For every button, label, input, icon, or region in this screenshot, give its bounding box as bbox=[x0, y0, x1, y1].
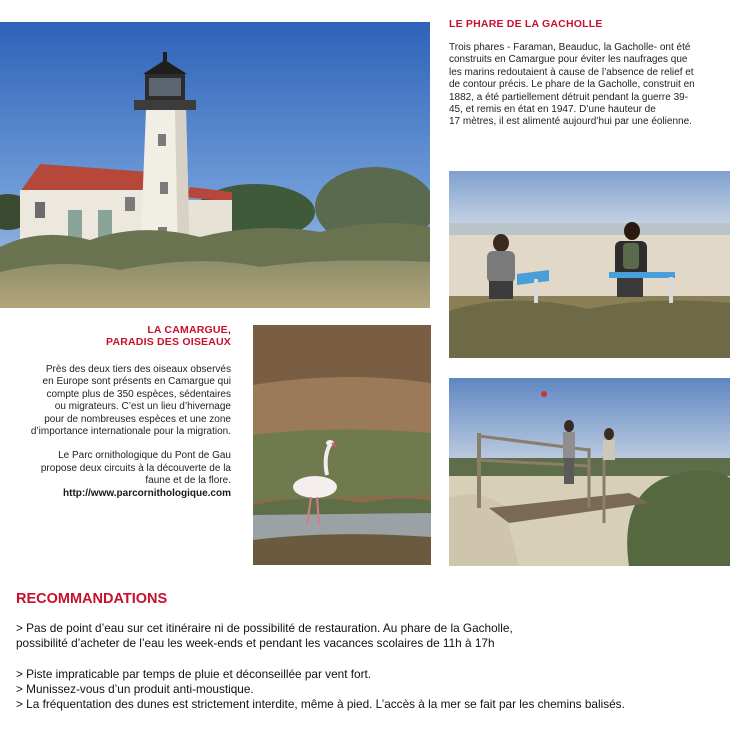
recommandation-spacer bbox=[16, 651, 726, 667]
camargue-line: en Europe sont présents en Camargue qui bbox=[42, 376, 231, 388]
camargue-title-line2: PARADIS DES OISEAUX bbox=[106, 336, 231, 348]
visitors-saltflat-photo bbox=[449, 171, 730, 358]
phare-line: 17 mètres, il est alimenté aujourd’hui par une éolienne. bbox=[449, 116, 692, 128]
phare-line: 45, et remis en état en 1947. D’une hauteur de bbox=[449, 104, 656, 116]
camargue-title bbox=[106, 324, 231, 348]
flamingo-photo bbox=[253, 325, 431, 565]
phare-text bbox=[449, 42, 729, 129]
recommandations-title: RECOMMANDATIONS bbox=[16, 591, 168, 607]
recommandation-line: > Munissez-vous d’un produit anti-moustique. bbox=[16, 682, 254, 696]
phare-line: Trois phares - Faraman, Beauduc, la Gacholle- ont été bbox=[449, 42, 691, 53]
phare-line: de contour précis. Le phare de la Gacholle, construit en bbox=[449, 79, 695, 91]
phare-line: les marins redoutaient à cause de l’absence de relief et bbox=[449, 66, 694, 78]
recommandations-list bbox=[16, 621, 726, 712]
phare-line: 1882, a été partiellement détruit pendant la guerre 39- bbox=[449, 91, 689, 103]
recommandation-line: > Pas de point d’eau sur cet itinéraire ni de possibilité de restauration. Au phare de la Gacholle, bbox=[16, 621, 513, 635]
recommandation-line: > La fréquentation des dunes est strictement interdite, même à pied. L’accès à la mer se fait par les chemins balisés. bbox=[16, 697, 625, 711]
camargue-line: compte plus de 350 espèces, sédentaires bbox=[46, 388, 231, 400]
camargue-line: pour de nombreuses espèces et une zone bbox=[44, 413, 231, 425]
camargue-line: Le Parc ornithologique du Pont de Gau bbox=[58, 450, 231, 462]
recommandation-line: > Piste impraticable par temps de pluie et déconseillée par vent fort. bbox=[16, 667, 372, 681]
camargue-line: ou migrateurs. C’est un lieu d’hivernage bbox=[54, 401, 231, 413]
phare-title: LE PHARE DE LA GACHOLLE bbox=[449, 18, 603, 30]
camargue-line: d’importance internationale pour la migration. bbox=[30, 426, 231, 438]
camargue-text bbox=[0, 364, 231, 500]
camargue-line: Près des deux tiers des oiseaux observés bbox=[45, 364, 231, 375]
lighthouse-photo bbox=[0, 22, 430, 308]
parc-link[interactable]: http://www.parcornithologique.com bbox=[63, 487, 231, 499]
recommandation-line: possibilité d’acheter de l’eau les week-ends et pendant les vacances scolaires de 11h à 17h bbox=[16, 636, 495, 650]
boardwalk-photo bbox=[449, 378, 730, 566]
camargue-title-line1: LA CAMARGUE, bbox=[147, 324, 231, 336]
camargue-line: faune et de la flore. bbox=[145, 475, 231, 487]
phare-line: construits en Camargue pour éviter les naufrages que bbox=[449, 54, 688, 66]
camargue-line: propose deux circuits à la découverte de la bbox=[40, 462, 231, 474]
